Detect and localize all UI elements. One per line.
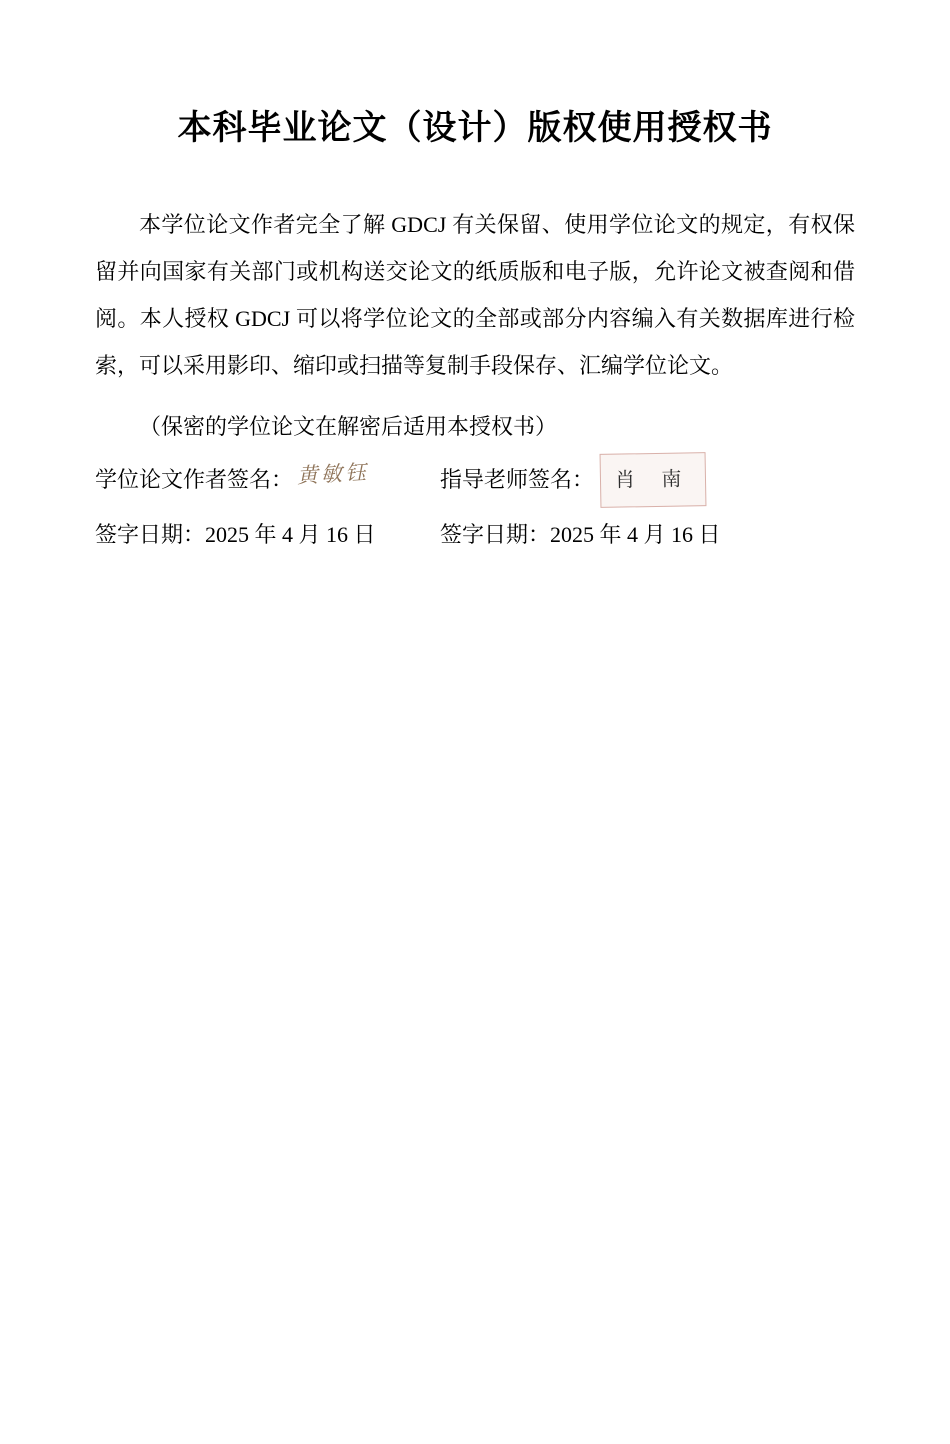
advisor-signature-label: 指导老师签名： bbox=[440, 467, 595, 492]
author-signature-field bbox=[95, 457, 440, 503]
document-page bbox=[0, 100, 950, 1444]
authorization-paragraph: 本学位论文作者完全了解 GDCJ 有关保留、使用学位论文的规定，有权保留并向国家有关部门或机构送交论文的纸质版和电子版，允许论文被查阅和借阅。本人授权 GDCJ 可以将学位论文的全部或部分内容编入有关数据库进行检索，可以采用影印、缩印或扫描等复制手段保存、汇编学位论文。 bbox=[95, 212, 855, 378]
author-signature-label: 学位论文作者签名： bbox=[95, 467, 294, 492]
page-title: 本科毕业论文（设计）版权使用授权书 bbox=[177, 109, 773, 147]
advisor-signature-field bbox=[440, 457, 706, 507]
advisor-date: 签字日期：2025 年 4 月 16 日 bbox=[440, 522, 721, 547]
body-text-block bbox=[95, 201, 855, 389]
confidential-note: （保密的学位论文在解密后适用本授权书） bbox=[139, 414, 558, 439]
date-row bbox=[95, 513, 855, 557]
author-signature-handwriting: 黄敏钰 bbox=[296, 460, 370, 488]
signature-row bbox=[95, 457, 855, 507]
author-date: 签字日期：2025 年 4 月 16 日 bbox=[95, 522, 376, 547]
advisor-signature-stamp: 肖 南 bbox=[600, 452, 707, 508]
